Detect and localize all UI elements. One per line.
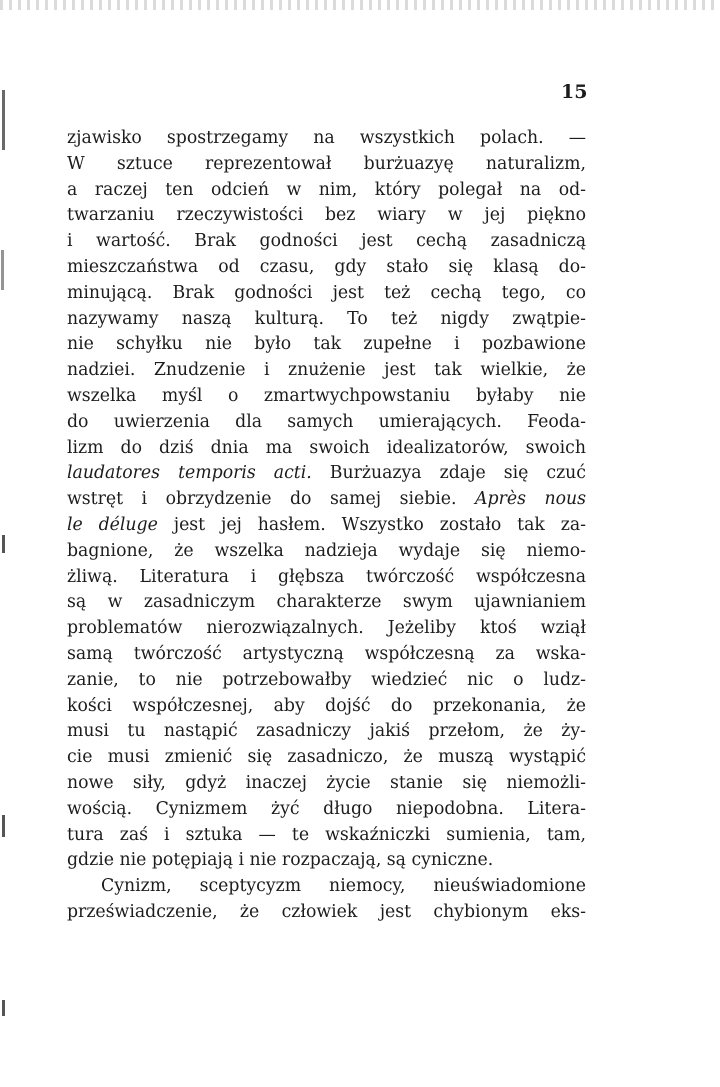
- text-line: W sztuce reprezentował burżuazyę naturalizm,: [67, 153, 586, 174]
- text-line: nie schyłku nie było tak zupełne i pozbawione: [67, 334, 586, 355]
- text-line: cie musi zmienić się zasadniczo, że muszą wystąpić: [67, 747, 586, 768]
- text-line: nadziei. Znudzenie i znużenie jest tak wielkie, że: [67, 360, 586, 381]
- text-line: kości współczesnej, aby dojść do przekonania, że: [67, 695, 586, 716]
- text-line: nowe siły, gdyż inaczej życie stanie się niemożli-: [67, 772, 586, 793]
- left-margin-mark: [2, 90, 5, 150]
- text-line: mieszczaństwa od czasu, gdy stało się klasą do-: [67, 256, 586, 277]
- text-line: lizm do dziś dnia ma swoich idealizatorów, swoich: [67, 437, 586, 458]
- text-line: [67, 461, 586, 487]
- text-line: wszelka myśl o zmartwychpowstaniu byłaby nie: [67, 385, 586, 406]
- text-line: twarzaniu rzeczywistości bez wiary w jej piękno: [67, 205, 586, 226]
- text-line: tura zaś i sztuka — te wskaźniczki sumienia, tam,: [67, 824, 586, 845]
- body-text: [67, 126, 586, 926]
- left-margin-mark: [2, 815, 5, 837]
- text-line: musi tu nastąpić zasadniczy jakiś przełom, że ży-: [67, 721, 586, 742]
- text-line: [67, 513, 586, 539]
- text-line: wością. Cynizmem żyć długo niepodobna. Litera-: [67, 798, 586, 819]
- text-line: do uwierzenia dla samych umierających. Feoda-: [67, 411, 586, 432]
- text-line: minującą. Brak godności jest też cechą tego, co: [67, 282, 586, 303]
- left-margin-mark: [2, 1000, 5, 1016]
- text-line: przeświadczenie, że człowiek jest chybionym eks-: [67, 901, 586, 922]
- scan-edge: [0, 0, 720, 10]
- text-fragment: jest jej hasłem. Wszystko zostało tak za-: [157, 514, 587, 535]
- text-line: Cynizm, sceptycyzm niemocy, nieuświadomione: [101, 876, 586, 897]
- text-line: problematów nierozwiązalnych. Jeżeliby ktoś wziął: [67, 618, 586, 639]
- text-line: a raczej ten odcień w nim, który polegał na od-: [67, 179, 586, 200]
- text-line: i wartość. Brak godności jest cechą zasadniczą: [67, 231, 586, 252]
- french-phrase: Après nous: [475, 489, 586, 510]
- text-line: [67, 487, 586, 513]
- text-line: gdzie nie potępiają i nie rozpaczają, są cyniczne.: [67, 850, 494, 871]
- page-number: 15: [561, 81, 588, 103]
- text-fragment: Burżuazya zdaje się czuć: [311, 463, 586, 484]
- latin-phrase: laudatores temporis acti.: [67, 463, 312, 484]
- french-phrase: le déluge: [67, 514, 158, 535]
- text-line: zjawisko spostrzegamy na wszystkich polach. —: [67, 128, 586, 148]
- text-line: zanie, to nie potrzebowałby wiedzieć nic o ludz-: [67, 669, 586, 690]
- text-line: są w zasadniczym charakterze swym ujawnianiem: [67, 592, 586, 613]
- text-line: nazywamy naszą kulturą. To też nigdy zwątpie-: [67, 308, 586, 329]
- text-line: żliwą. Literatura i głębsza twórczość współczesna: [67, 566, 586, 587]
- text-line: bagnione, że wszelka nadzieja wydaje się niemo-: [67, 540, 586, 561]
- text-line: samą twórczość artystyczną współczesną za wska-: [67, 643, 586, 664]
- text-fragment: wstręt i obrzydzenie do samej siebie.: [67, 489, 476, 510]
- left-margin-mark: [1, 250, 4, 290]
- left-margin-mark: [2, 535, 5, 553]
